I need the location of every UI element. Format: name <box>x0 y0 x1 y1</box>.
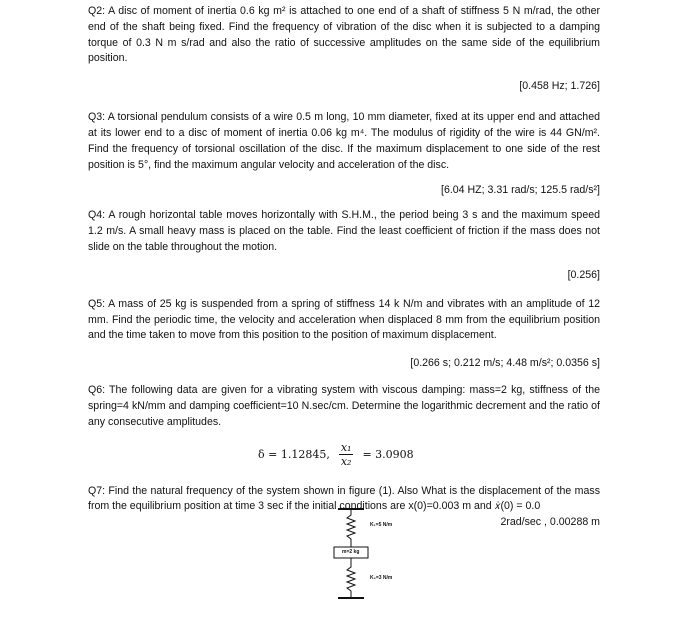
question-3: Q3: A torsional pendulum consists of a wire 0.5 m long, 10 mm diameter, fixed at its upper end and attached at its lower end to a disc of moment of inertia 0.06 kg m⁴. The modulus of rigidity of the wire is 44 GN/m². Find the frequency of torsional oscillation of the disc. If the maximum displacement to one side of the rest position is 5°, find the maximum angular velocity and acceleration of the disc. <box>88 111 600 171</box>
k2-label: K₂=3 N/m <box>370 575 393 581</box>
question-4: Q4: A rough horizontal table moves horizontally with S.H.M., the period being 3 s and the maximum speed 1.2 m/s. A small heavy mass is placed on the table. Find the least coefficient of friction if the mass does not slide on the table throughout the motion. <box>88 209 600 253</box>
question-2: Q2: A disc of moment of inertia 0.6 kg m² is attached to one end of a shaft of stiffness 5 N m/rad, the other end of the shaft being fixed. Find the frequency of vibration of the disc when it is subjected to a damping torque of 0.3 N m s/rad and also the ratio of successive amplitudes on the same side of the equilibrium position. <box>88 5 600 65</box>
ratio-value: = 3.0908 <box>362 447 414 461</box>
delta-value: δ = 1.12845, <box>258 447 330 461</box>
answer-2: [0.458 Hz; 1.726] <box>519 80 600 93</box>
upper-spring <box>347 509 355 547</box>
q6-formula <box>258 441 600 468</box>
spring-mass-diagram <box>330 505 450 607</box>
k1-label: K₁=5 N/m <box>370 522 393 528</box>
answer-5: [0.266 s; 0.212 m/s; 4.48 m/s²; 0.0356 s] <box>410 357 600 370</box>
spring-mass-figure <box>330 505 450 607</box>
document-page <box>88 4 600 530</box>
answer-4: [0.256] <box>567 268 600 281</box>
mass-label: m=2 kg <box>342 549 360 555</box>
question-6: Q6: The following data are given for a vibrating system with viscous damping: mass=2 kg, stiffness of the spring=4 kN/mm and damping coefficient=10 N.sec/cm. Determine the logarithmic decrement and the ratio of any consecutive amplitudes. <box>88 384 600 428</box>
question-7: Q7: Find the natural frequency of the system shown in figure (1). Also What is the displacement of the mass from the equilibrium position at time 3 sec if the initial conditions are x(0)=0.003 m and 𝑥̇(0) = 0.0 <box>88 484 600 513</box>
amplitude-ratio-fraction <box>339 441 354 468</box>
lower-spring <box>347 558 355 598</box>
question-5: Q5: A mass of 25 kg is suspended from a spring of stiffness 14 k N/m and vibrates with an amplitude of 12 mm. Find the periodic time, the velocity and acceleration when displaced 8 mm from the equilibrium position and the time taken to move from this position to the position of maximum displacement. <box>88 297 600 342</box>
fraction-numerator: x₁ <box>340 440 352 454</box>
fraction-denominator: x₂ <box>340 454 352 468</box>
answer-7: 2rad/sec , 0.00288 m <box>500 516 600 529</box>
answer-3: [6.04 HZ; 3.31 rad/s; 125.5 rad/s²] <box>441 184 600 197</box>
